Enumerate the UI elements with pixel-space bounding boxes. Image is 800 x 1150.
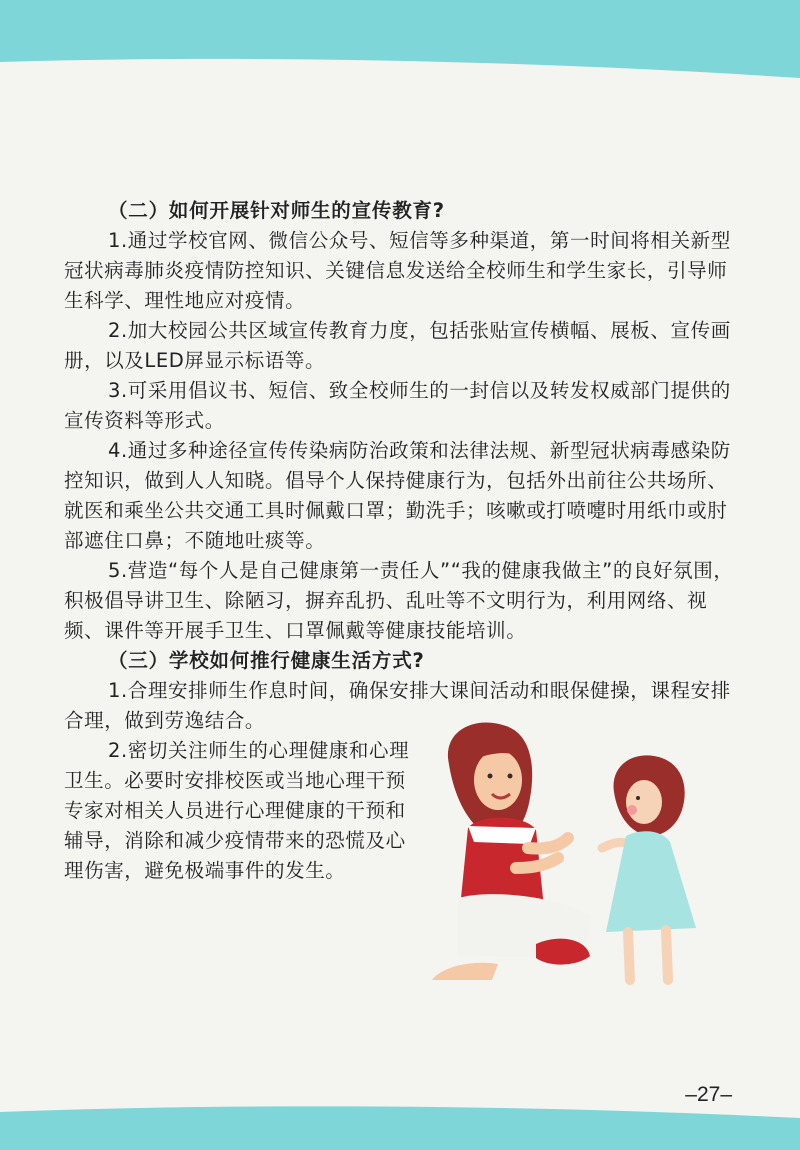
paragraph: 2.密切关注师生的心理健康和心理卫生。必要时安排校医或当地心理干预专家对相关人员进行心理健康的干预和辅导，消除和减少疫情带来的恐慌及心理伤害，避免极端事件的发生。 [64,739,410,882]
paragraph: 1.通过学校官网、微信公众号、短信等多种渠道，第一时间将相关新型冠状病毒肺炎疫情防控知识、关键信息发送给全校师生和学生家长，引导师生科学、理性地应对疫情。 [64,229,731,312]
section-heading-healthy-lifestyle: （三）学校如何推行健康生活方式? [108,649,425,672]
paragraph: 2.加大校园公共区域宣传教育力度，包括张贴宣传横幅、展板、宣传画册，以及LED屏显示标语等。 [64,319,731,372]
paragraph: 3.可采用倡议书、短信、致全校师生的一封信以及转发权威部门提供的宣传资料等形式。 [64,379,731,432]
bottom-decorative-band [0,1102,800,1150]
woman-figure [432,723,591,980]
top-decorative-band [0,0,800,90]
page-number: –27– [685,1083,732,1106]
section-heading-propaganda: （二）如何开展针对师生的宣传教育? [108,199,445,222]
girl-figure [602,755,696,980]
teacher-and-child-illustration [418,718,728,998]
paragraph: 1.合理安排师生作息时间，确保安排大课间活动和眼保健操，课程安排合理，做到劳逸结合。 [64,679,731,732]
paragraph: 4.通过多种途径宣传传染病防治政策和法律法规、新型冠状病毒感染防控知识，做到人人知晓。倡导个人保持健康行为，包括外出前往公共场所、就医和乘坐公共交通工具时佩戴口罩；勤洗手；咳嗽或打喷嚏时用纸巾或肘部遮住口鼻；不随地吐痰等。 [64,439,731,552]
paragraph: 5.营造“每个人是自己健康第一责任人”“我的健康我做主”的良好氛围，积极倡导讲卫生、除陋习，摒弃乱扔、乱吐等不文明行为，利用网络、视频、课件等开展手卫生、口罩佩戴等健康技能培训。 [64,559,734,642]
